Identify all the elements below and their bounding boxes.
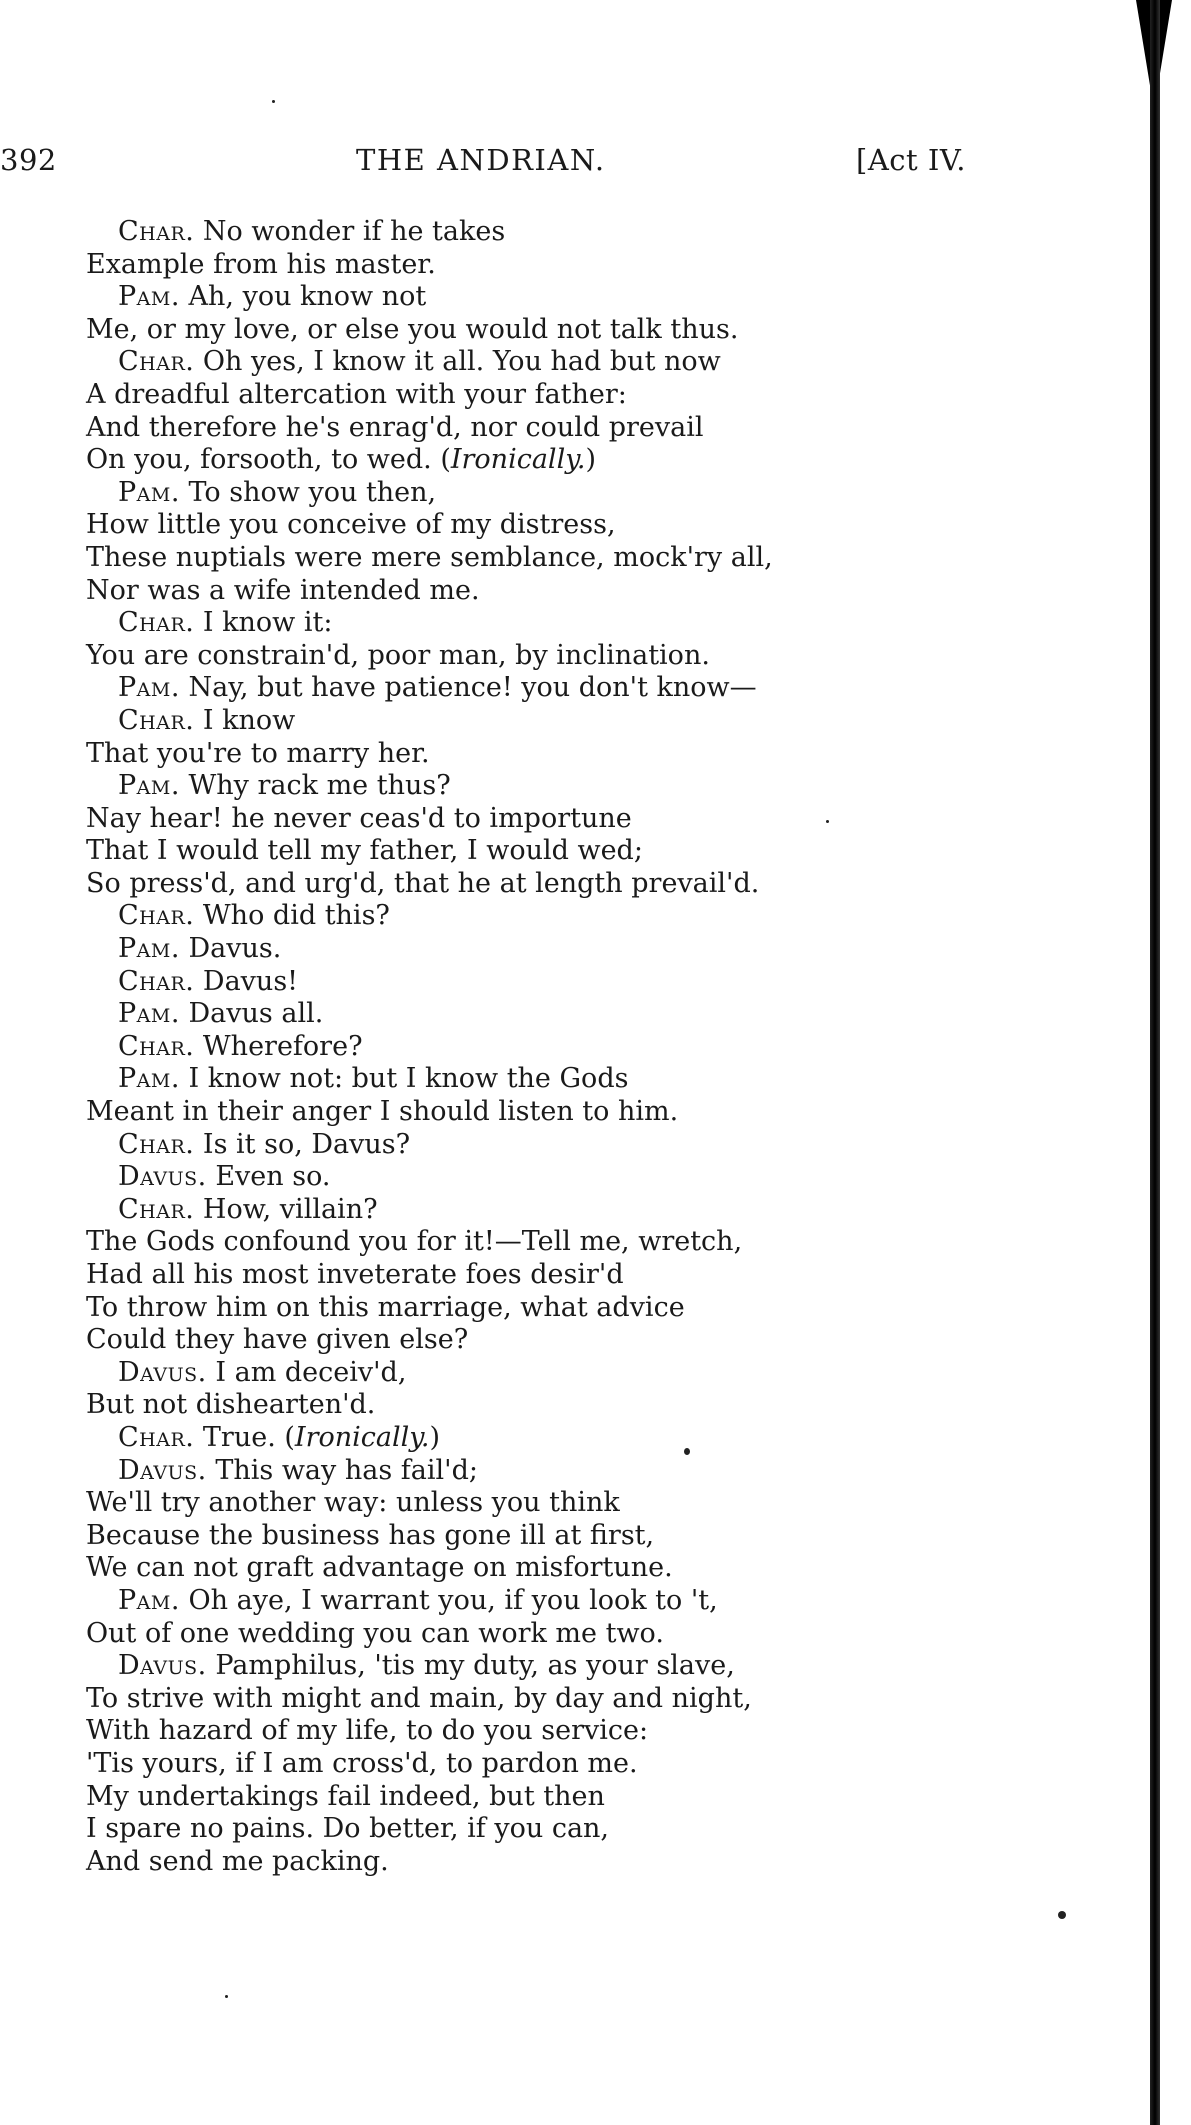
line-text: Ah, you know not	[179, 281, 427, 313]
text-line	[86, 1129, 886, 1162]
line-text: To show you then,	[179, 476, 437, 508]
text-line	[86, 1259, 886, 1292]
text-line	[86, 509, 886, 542]
text-line	[86, 249, 886, 282]
line-text: I know it:	[194, 607, 333, 639]
text-line	[86, 1422, 886, 1455]
text-line	[86, 1031, 886, 1064]
speaker-name: Char.	[118, 965, 195, 997]
speaker-name: Pam.	[118, 1584, 180, 1616]
line-text: A dreadful altercation with your father:	[86, 378, 627, 410]
line-text: These nuptials were mere semblance, mock'ry all,	[86, 541, 773, 573]
line-text-after: )	[585, 444, 596, 476]
text-line	[86, 1618, 886, 1651]
play-text	[86, 216, 886, 1878]
running-title: THE ANDRIAN.	[356, 143, 606, 177]
text-line	[86, 346, 886, 379]
text-line	[86, 314, 886, 347]
text-line	[86, 1194, 886, 1227]
line-text: The Gods confound you for it!—Tell me, wretch,	[86, 1226, 743, 1258]
speaker-name: Char.	[118, 1193, 195, 1225]
line-text: Out of one wedding you can work me two.	[86, 1617, 664, 1649]
text-line	[86, 1357, 886, 1390]
text-line	[86, 1226, 886, 1259]
text-line	[86, 998, 886, 1031]
line-text: This way has fail'd;	[206, 1454, 478, 1486]
text-line	[86, 575, 886, 608]
line-text: I know not: but I know the Gods	[179, 1063, 629, 1095]
line-text: Who did this?	[194, 900, 390, 932]
line-text: Nor was a wife intended me.	[86, 574, 480, 606]
line-text: Pamphilus, 'tis my duty, as your slave,	[206, 1650, 735, 1682]
line-text: We'll try another way: unless you think	[86, 1487, 620, 1519]
text-line	[86, 966, 886, 999]
speaker-name: Davus.	[118, 1454, 207, 1486]
speaker-name: Char.	[118, 607, 195, 639]
line-text: True. (	[194, 1421, 295, 1453]
line-text: To throw him on this marriage, what advice	[86, 1291, 685, 1323]
line-text: Davus.	[179, 933, 282, 965]
line-text: My undertakings fail indeed, but then	[86, 1780, 605, 1812]
page-number: 392	[0, 143, 57, 177]
text-line	[86, 1748, 886, 1781]
line-text: With hazard of my life, to do you service:	[86, 1715, 649, 1747]
text-line	[86, 770, 886, 803]
line-text: Why rack me thus?	[179, 770, 451, 802]
line-text: No wonder if he takes	[194, 216, 506, 247]
line-text: And send me packing.	[86, 1845, 389, 1877]
line-text: You are constrain'd, poor man, by inclination.	[86, 639, 710, 671]
text-line	[86, 1161, 886, 1194]
line-text: Even so.	[206, 1161, 331, 1193]
text-line	[86, 835, 886, 868]
text-line	[86, 379, 886, 412]
text-line	[86, 1585, 886, 1618]
speaker-name: Davus.	[118, 1650, 207, 1682]
line-text: Oh aye, I warrant you, if you look to 't,	[179, 1584, 718, 1616]
line-text: Davus all.	[179, 998, 324, 1030]
running-head	[0, 143, 1000, 183]
text-line	[86, 1846, 886, 1879]
speaker-name: Davus.	[118, 1356, 207, 1388]
text-line	[86, 1096, 886, 1129]
line-text: But not dishearten'd.	[86, 1389, 376, 1421]
binding-edge	[1150, 0, 1160, 2125]
line-text: 'Tis yours, if I am cross'd, to pardon me.	[86, 1747, 638, 1779]
speaker-name: Pam.	[118, 1063, 180, 1095]
text-line	[86, 705, 886, 738]
line-text: Could they have given else?	[86, 1324, 469, 1356]
line-text-after: )	[429, 1421, 441, 1453]
line-text: On you, forsooth, to wed. (	[86, 444, 451, 476]
text-line	[86, 1520, 886, 1553]
speaker-name: Char.	[118, 1128, 195, 1160]
text-line	[86, 1650, 886, 1683]
line-text: So press'd, and urg'd, that he at length prevail'd.	[86, 867, 760, 899]
speaker-name: Char.	[118, 900, 195, 932]
speaker-name: Pam.	[118, 998, 180, 1030]
line-text: Meant in their anger I should listen to him.	[86, 1096, 679, 1128]
line-text: We can not graft advantage on misfortune.	[86, 1552, 673, 1584]
text-line	[86, 1715, 886, 1748]
stage-direction: Ironically.	[450, 444, 586, 476]
text-line	[86, 933, 886, 966]
line-text: Because the business has gone ill at first,	[86, 1519, 655, 1551]
text-line	[86, 803, 886, 836]
line-text: To strive with might and main, by day and night,	[86, 1682, 752, 1714]
speaker-name: Pam.	[118, 770, 180, 802]
line-text: Davus!	[194, 965, 299, 997]
speaker-name: Pam.	[118, 281, 180, 313]
line-text: Nay, but have patience! you don't know—	[179, 672, 757, 704]
text-line	[86, 281, 886, 314]
speaker-name: Pam.	[118, 672, 180, 704]
text-line	[86, 1292, 886, 1325]
line-text: And therefore he's enrag'd, nor could prevail	[86, 411, 704, 443]
line-text: I spare no pains. Do better, if you can,	[86, 1813, 610, 1845]
text-line	[86, 607, 886, 640]
text-line	[86, 868, 886, 901]
text-line	[86, 738, 886, 771]
act-label: [Act IV.	[856, 143, 966, 177]
text-line	[86, 640, 886, 673]
speaker-name: Davus.	[118, 1161, 207, 1193]
print-speck	[225, 1995, 228, 1998]
text-line	[86, 1813, 886, 1846]
text-line	[86, 900, 886, 933]
text-line	[86, 412, 886, 445]
line-text: That you're to marry her.	[86, 737, 430, 769]
text-line	[86, 477, 886, 510]
speaker-name: Char.	[118, 216, 195, 247]
line-text: That I would tell my father, I would wed;	[86, 835, 643, 867]
print-speck	[272, 100, 275, 103]
print-speck	[1058, 1911, 1066, 1919]
speaker-name: Char.	[118, 1030, 195, 1062]
speaker-name: Pam.	[118, 933, 180, 965]
line-text: Is it so, Davus?	[194, 1128, 411, 1160]
text-line	[86, 1487, 886, 1520]
text-line	[86, 542, 886, 575]
text-line	[86, 1455, 886, 1488]
text-line	[86, 1683, 886, 1716]
line-text: Example from his master.	[86, 248, 436, 280]
print-speck	[684, 1448, 690, 1455]
text-line	[86, 1781, 886, 1814]
line-text: Nay hear! he never ceas'd to importune	[86, 802, 632, 834]
line-text: Wherefore?	[194, 1030, 363, 1062]
text-line	[86, 216, 886, 249]
line-text: How, villain?	[194, 1193, 378, 1225]
text-line	[86, 1063, 886, 1096]
speaker-name: Char.	[118, 346, 195, 378]
speaker-name: Char.	[118, 1421, 195, 1453]
line-text: I know	[194, 704, 296, 736]
text-line	[86, 1552, 886, 1585]
speaker-name: Pam.	[118, 476, 180, 508]
line-text: I am deceiv'd,	[206, 1356, 407, 1388]
line-text: Oh yes, I know it all. You had but now	[194, 346, 721, 378]
text-line	[86, 672, 886, 705]
stage-direction: Ironically.	[294, 1421, 430, 1453]
text-line	[86, 1324, 886, 1357]
print-speck	[826, 820, 829, 823]
line-text: How little you conceive of my distress,	[86, 509, 616, 541]
text-line	[86, 1389, 886, 1422]
speaker-name: Char.	[118, 704, 195, 736]
line-text: Me, or my love, or else you would not talk thus.	[86, 313, 739, 345]
text-line	[86, 444, 886, 477]
line-text: Had all his most inveterate foes desir'd	[86, 1259, 624, 1290]
